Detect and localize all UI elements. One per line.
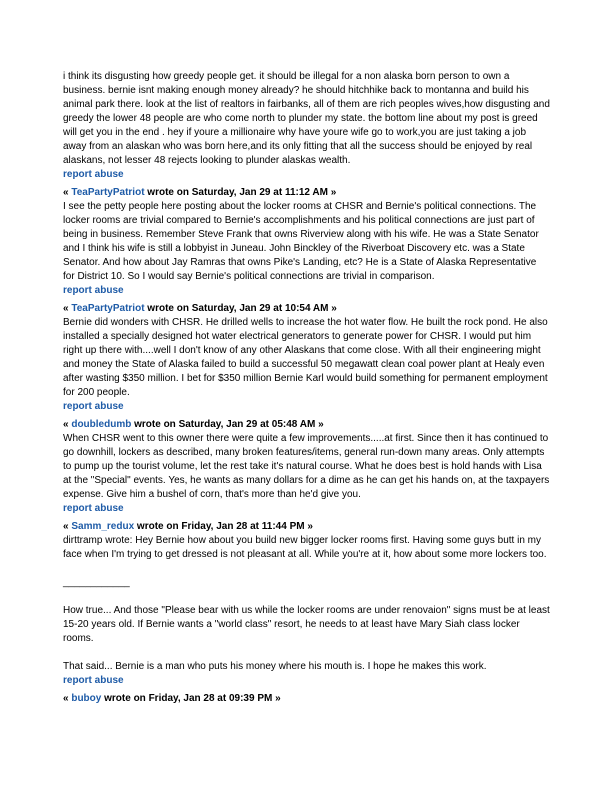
- comment-thread: [63, 70, 550, 706]
- report-abuse-link[interactable]: report abuse: [63, 401, 124, 412]
- comment-header: [63, 692, 550, 706]
- report-abuse-row: [63, 284, 550, 298]
- guillemet-open-icon: «: [63, 693, 72, 704]
- comment: [63, 70, 550, 182]
- comment: [63, 186, 550, 298]
- comment-meta: wrote on Friday, Jan 28 at 11:44 PM »: [134, 521, 313, 532]
- comment-meta: wrote on Saturday, Jan 29 at 05:48 AM »: [131, 419, 324, 430]
- author-link[interactable]: Samm_redux: [71, 521, 135, 532]
- comment-header: [63, 418, 550, 432]
- report-abuse-link[interactable]: report abuse: [63, 503, 124, 514]
- guillemet-open-icon: «: [63, 521, 72, 532]
- comment-body: [63, 534, 550, 674]
- report-abuse-row: [63, 502, 550, 516]
- comment: [63, 418, 550, 516]
- comment-body: [63, 432, 550, 502]
- author-link[interactable]: TeaPartyPatriot: [71, 303, 145, 314]
- report-abuse-row: [63, 400, 550, 414]
- comment-header: [63, 302, 550, 316]
- comment: [63, 520, 550, 688]
- report-abuse-row: [63, 168, 550, 182]
- comment-body: [63, 70, 550, 168]
- comment-header: [63, 520, 550, 534]
- body-paragraph: How true... And those "Please bear with us while the locker rooms are under renovaion" signs must be at least 15-20 years old. If Bernie wants a "world class" resort, he needs to at least have Mary Siah class locker rooms.: [63, 605, 550, 644]
- comment-body: [63, 316, 550, 400]
- separator-line: ____________: [63, 577, 130, 588]
- comment: [63, 302, 550, 414]
- author-link[interactable]: buboy: [71, 693, 102, 704]
- report-abuse-link[interactable]: report abuse: [63, 675, 124, 686]
- guillemet-open-icon: «: [63, 419, 72, 430]
- comment-meta: wrote on Saturday, Jan 29 at 11:12 AM »: [144, 187, 337, 198]
- body-paragraph: When CHSR went to this owner there were quite a few improvements.....at first. Since then it has continued to go downhill, lockers as described, many broken features/items, general run-down many areas. Only attempts to pump up the tourist volume, let the rest take it's natural course. What he does best is hold hands with Lisa at the "Special" events. Yes, he wants as many dollars for a dime as he can get his hands on, at the taxpayers expense. Give him a bushel of corn, that's more than he'd give you.: [63, 433, 550, 500]
- body-paragraph: Bernie did wonders with CHSR. He drilled wells to increase the hot water flow. He built the rock pond. He also installed a specially designed hot water electrical generators to generate power for CHSR. I would put him right up there with....well I don't know of any other Alaskans that come close. With all their engineering might and money the State of Alaska failed to build a successful 50 megawatt clean coal power plant at Healy even after wasting $350 million. I bet for $350 million Bernie Karl would build something for permanent employment for 200 people.: [63, 317, 548, 398]
- body-paragraph: That said... Bernie is a man who puts his money where his mouth is. I hope he makes this work.: [63, 661, 487, 672]
- report-abuse-link[interactable]: report abuse: [63, 285, 124, 296]
- comment-body: [63, 200, 550, 284]
- comment-meta: wrote on Saturday, Jan 29 at 10:54 AM »: [144, 303, 337, 314]
- report-abuse-link[interactable]: report abuse: [63, 169, 124, 180]
- guillemet-open-icon: «: [63, 303, 72, 314]
- body-paragraph: dirttramp wrote: Hey Bernie how about you build new bigger locker rooms first. Having some guys butt in my face when I'm trying to get dressed is not pleasant at all. While you're at it, how about some more lockers too.: [63, 535, 547, 560]
- author-link[interactable]: TeaPartyPatriot: [71, 187, 145, 198]
- body-paragraph: i think its disgusting how greedy people get. it should be illegal for a non alaska born person to own a business. bernie isnt making enough money already? he should hitchhike back to montanna and build his animal park there. look at the list of realtors in fairbanks, all of them are rich peoples wives,how disgusting and greedy the lower 48 people are who come north to plunder my state. the bottom line about my post is greed will get you in the end . hey if youre a millionaire why have youre wife go to work,you are just taking a job away from an alaskan who was born here,and its only fitting that all the success should be enjoyed by real alaskans, not lesser 48 rejects looking to plunder alaskas wealth.: [63, 71, 550, 166]
- report-abuse-row: [63, 674, 550, 688]
- guillemet-open-icon: «: [63, 187, 72, 198]
- body-paragraph: I see the petty people here posting about the locker rooms at CHSR and Bernie's political connections. The locker rooms are trivial compared to Bernie's accomplishments and his political connections are just part of being in business. Remember Steve Frank that owns Riverview along with his wife. He was a State Senator and I think his wife is still a lobbyist in Juneau. John Binckley of the Riverboat Discovery etc. was a State Senator. And how about Jay Ramras that owns Pike's Landing, etc? He is a State of Alaska Representative for District 10. So I would say Bernie's political connections are trivial in comparison.: [63, 201, 539, 282]
- comment-header: [63, 186, 550, 200]
- comment: [63, 692, 550, 706]
- author-link[interactable]: doubledumb: [71, 419, 132, 430]
- comment-meta: wrote on Friday, Jan 28 at 09:39 PM »: [101, 693, 281, 704]
